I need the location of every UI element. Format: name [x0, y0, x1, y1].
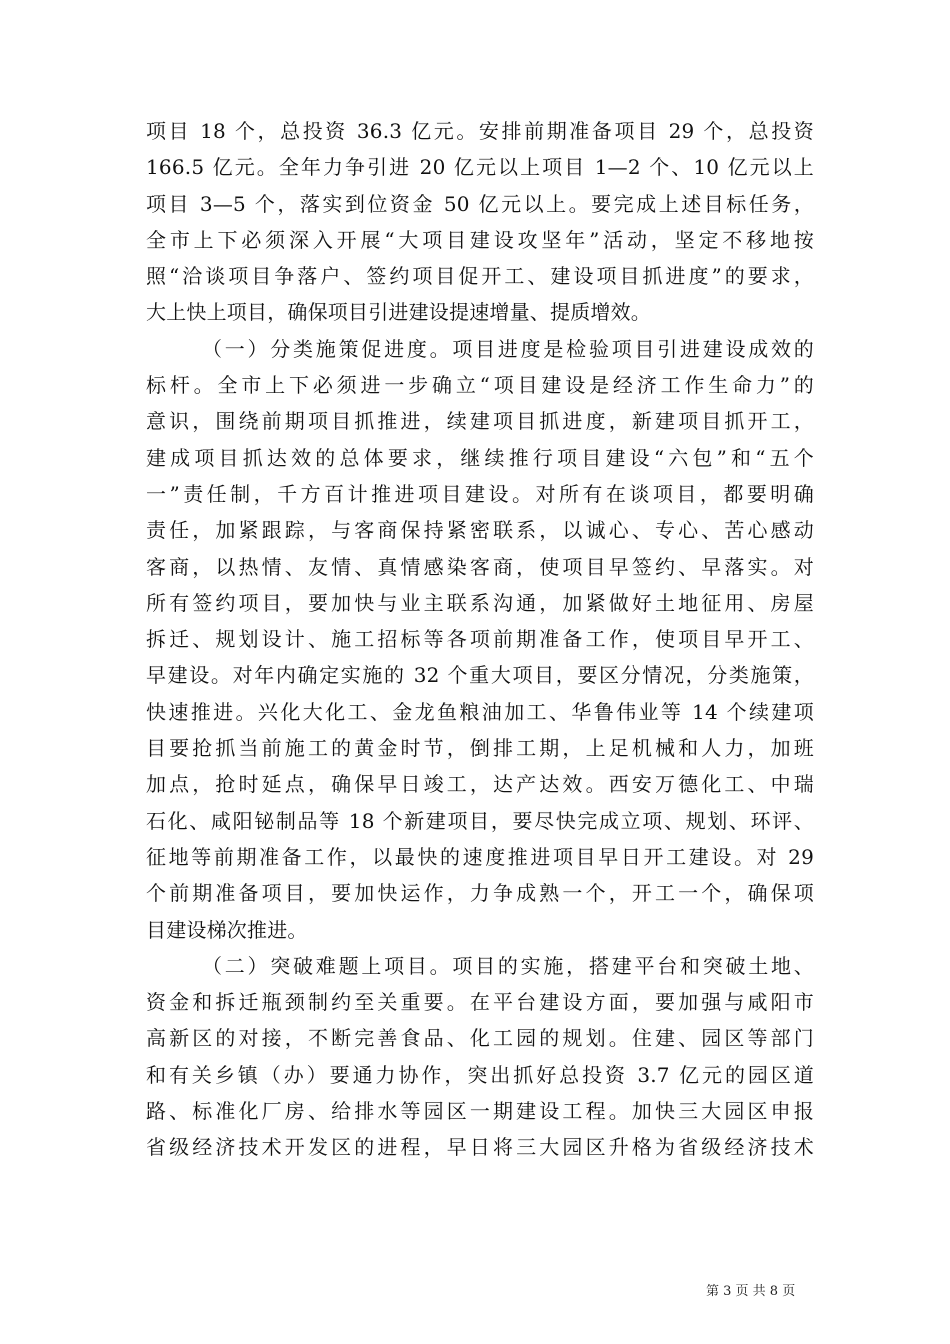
text-line: 目要抢抓当前施工的黄金时节，倒排工期，上足机械和人力，加班 — [146, 736, 814, 761]
body-text — [146, 113, 814, 1166]
text-line: （一）分类施策促进度。项目进度是检验项目引进建设成效的 — [202, 336, 814, 361]
page-number-footer: 第 3 页 共 8 页 — [706, 1284, 796, 1299]
text-line: 建成项目抓达效的总体要求，继续推行项目建设“六包”和“五个 — [146, 445, 814, 470]
text-line: 拆迁、规划设计、施工招标等各项前期准备工作，使项目早开工、 — [146, 627, 814, 652]
text-line: 项目 3—5 个，落实到位资金 50 亿元以上。要完成上述目标任务， — [146, 191, 814, 216]
text-line: 166.5 亿元。全年力争引进 20 亿元以上项目 1—2 个、10 亿元以上 — [146, 155, 814, 180]
text-line: 标杆。全市上下必须进一步确立“项目建设是经济工作生命力”的 — [146, 373, 814, 398]
text-line: 个前期准备项目，要加快运作，力争成熟一个，开工一个，确保项 — [146, 881, 814, 906]
text-line: 资金和拆迁瓶颈制约至关重要。在平台建设方面，要加强与咸阳市 — [146, 990, 814, 1015]
text-line: 全市上下必须深入开展“大项目建设攻坚年”活动，坚定不移地按 — [146, 227, 814, 252]
text-line: 快速推进。兴化大化工、金龙鱼粮油加工、华鲁伟业等 14 个续建项 — [146, 699, 814, 724]
text-line: 和有关乡镇（办）要通力协作，突出抓好总投资 3.7 亿元的园区道 — [146, 1062, 814, 1087]
text-line: 路、标准化厂房、给排水等园区一期建设工程。加快三大园区申报 — [146, 1099, 814, 1124]
text-line: 一”责任制，千方百计推进项目建设。对所有在谈项目，都要明确 — [146, 481, 814, 506]
text-line: 项目 18 个，总投资 36.3 亿元。安排前期准备项目 29 个，总投资 — [146, 119, 814, 143]
text-line: 高新区的对接，不断完善食品、化工园的规划。住建、园区等部门 — [146, 1026, 814, 1051]
text-line: 省级经济技术开发区的进程，早日将三大园区升格为省级经济技术 — [146, 1135, 814, 1160]
text-line: 早建设。对年内确定实施的 32 个重大项目，要区分情况，分类施策， — [146, 663, 814, 688]
text-line: 征地等前期准备工作，以最快的速度推进项目早日开工建设。对 29 — [146, 844, 814, 869]
text-line: 责任，加紧跟踪，与客商保持紧密联系，以诚心、专心、苦心感动 — [146, 518, 814, 543]
text-line: （二）突破难题上项目。项目的实施，搭建平台和突破土地、 — [202, 953, 814, 978]
text-line: 客商，以热情、友情、真情感染客商，使项目早签约、早落实。对 — [146, 554, 814, 579]
text-line: 所有签约项目，要加快与业主联系沟通，加紧做好土地征用、房屋 — [146, 590, 814, 615]
text-line: 意识，围绕前期项目抓推进，续建项目抓进度，新建项目抓开工， — [146, 409, 814, 434]
text-line: 照“洽谈项目争落户、签约项目促开工、建设项目抓进度”的要求， — [146, 264, 814, 289]
text-line: 目建设梯次推进。 — [146, 917, 308, 942]
text-line: 大上快上项目，确保项目引进建设提速增量、提质增效。 — [146, 300, 651, 325]
text-line: 加点，抢时延点，确保早日竣工，达产达效。西安万德化工、中瑞 — [146, 772, 814, 797]
text-line: 石化、咸阳铋制品等 18 个新建项目，要尽快完成立项、规划、环评、 — [146, 808, 814, 833]
